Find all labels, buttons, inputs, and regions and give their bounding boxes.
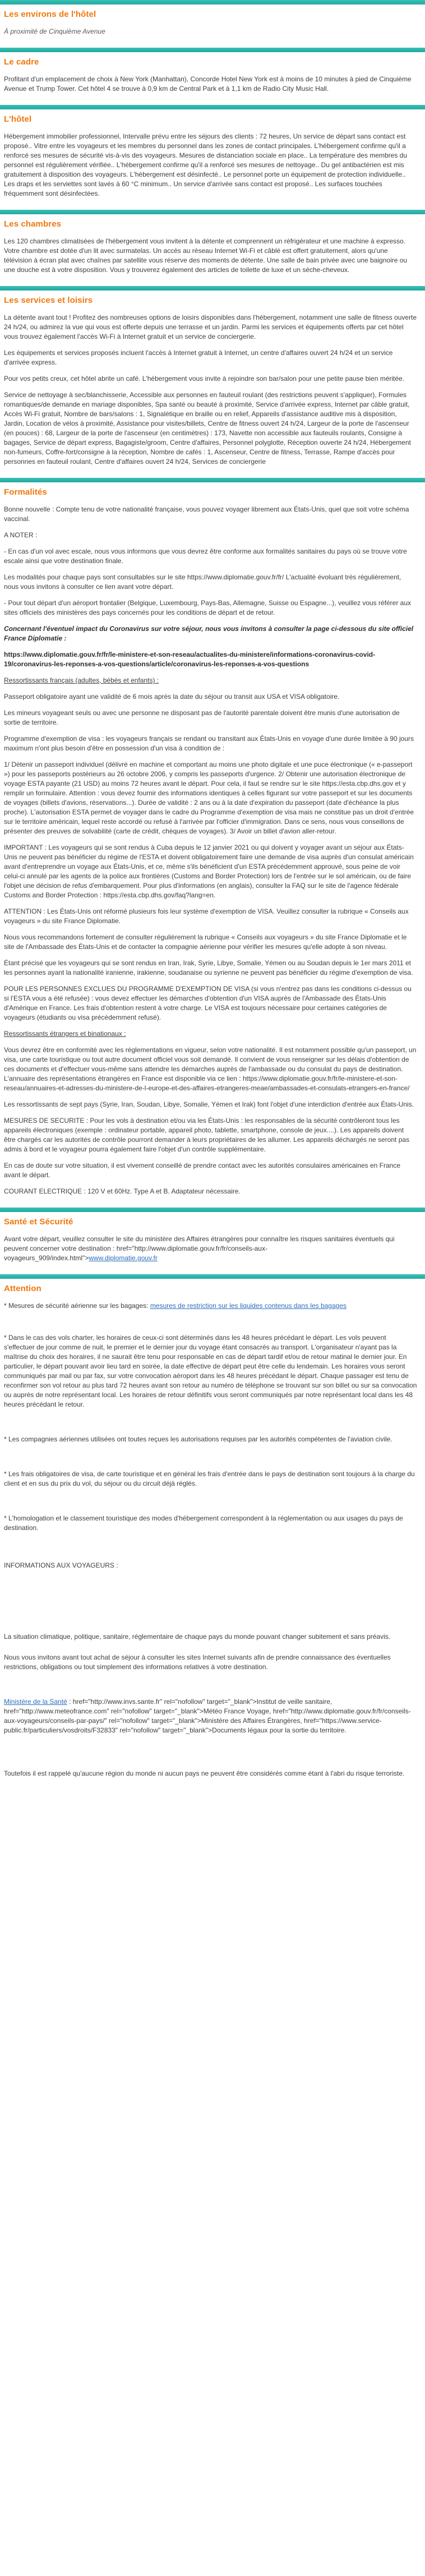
- text-run: Pour vos petits creux, cet hôtel abrite un café. L'hébergement vous invite à rejoindre son bar/salon pour une petite pause bien méritée.: [4, 375, 405, 383]
- text-run: Ressortissants étrangers et binationaux :: [4, 1030, 126, 1038]
- paragraph: [0, 390, 425, 467]
- section-title-environs: Les environs de l'hôtel: [4, 10, 96, 19]
- text-run: 1/ Détenir un passeport individuel (délivré en machine et comportant au moins une photo digitale et une puce électronique (« e-passeport ») pour les passeports postérieurs au 26 octobre 2006, y compris les passeports d'urgence. 2/ Obtenir une autorisation électronique de voyage ESTA payante (21 USD) au moins 72 heures avant le départ. Pour cela, il faut se rendre sur le site https://esta.cbp.dhs.gov et y remplir un formulaire. Attention : vous devez fournir des informations identiques à celles figurant sur votre passeport et sur les documents de voyages (billets d'avions, réservations...). Durée de validité : 2 ans ou à la date d'expiration du passeport (date d'échéance la plus proche). L'autorisation ESTA permet de voyager dans le cadre du Programme d'exemption de visa mais ne constitue pas un droit d'entrée sur le territoire américain, lequel reste accordé ou refusé à l'arrivée par l'officier d'immigration. Dans ce sens, nous vous conseillons de présenter des preuves de solvabilité (carte de crédit, chèques de voyages). 3/ Avoir un billet d'avion aller-retour.: [4, 761, 416, 835]
- ministere-sante-link[interactable]: Ministère de la Santé: [4, 1698, 67, 1706]
- text-run: Les mineurs voyageant seuls ou avec une personne ne disposant pas de l'autorité parentale doivent être munis d'une autorisation de sortie de territoire.: [4, 709, 402, 726]
- paragraph: [0, 958, 425, 978]
- text-run: Programme d'exemption de visa : les voyageurs français se rendant ou transitant aux États-Unis en voyage d'une durée limitée à 90 jours maximum n'ont plus besoin d'être en possession d'un visa à condition de :: [4, 735, 416, 752]
- paragraph: [0, 1333, 425, 1409]
- text-run: POUR LES PERSONNES EXCLUES DU PROGRAMME D'EXEMPTION DE VISA (si vous n'entrez pas dans les conditions ci-dessus ou si l'ESTA vous a été refusée) : vous devez effectuer les démarches d'obtention d'un VISA auprès de l'Ambassade des États-Unis d'Amérique en France. Les frais d'obtention restent à votre charge. Le VISA est toujours nécessaire pour certaines catégories de voyageurs (étudiants ou visa précédemment refusé).: [4, 985, 414, 1021]
- text-run: * Les compagnies aériennes utilisées ont toutes reçues les autorisations requises par les autorités compétentes de l'aviation civile.: [4, 1435, 392, 1443]
- paragraph: [0, 1469, 425, 1489]
- paragraph: [0, 531, 425, 540]
- text-run: * Les frais obligatoires de visa, de carte touristique et en général les frais d'entrée dans le pays de destination sont toujours à la charge du client et en sus du prix du vol, du séjour ou du circuit déjà réglés.: [4, 1470, 417, 1487]
- section-services: [0, 286, 425, 478]
- text-run: Étant précisé que les voyageurs qui se sont rendus en Iran, Irak, Syrie, Libye, Somalie, Yémen ou au Soudan depuis le 1er mars 2011 et les personnes ayant la nationalité iranienne, irakienne, soudanaise ou syrienne ne peuvent pas bénéficier du régime d'exemption de visa.: [4, 959, 413, 976]
- paragraph: [0, 760, 425, 836]
- paragraph: [0, 313, 425, 342]
- section-title-attention: Attention: [4, 1284, 41, 1293]
- section-divider-bar: [0, 1274, 425, 1279]
- section-sante: [0, 1208, 425, 1274]
- text-run: https://www.diplomatie.gouv.fr/fr/le-ministere-et-son-reseau/actualites-du-ministere/informations-coronavirus-covid-19/coronavirus-les-reponses-a-vos-questions/article/coronavirus-les-reponses-a-vos-questions: [4, 651, 376, 668]
- paragraph: [0, 1029, 425, 1039]
- section-title-services: Les services et loisirs: [4, 296, 93, 305]
- paragraph: [0, 624, 425, 643]
- paragraph: [0, 1697, 425, 1735]
- text-run: : href="http://www.invs.sante.fr" rel="nofollow" target="_blank">Institut de veille sanitaire, href="http://www.meteofrance.com" rel="nofollow" target="_blank">Météo France Voyage, href="http://www.diplomatie.gouv.fr/fr/conseils-aux-voyageurs/conseils-par-pays/" rel="nofollow" target="_blank">Ministère des Affaires Étrangères, href="https://www.service-public.fr/particuliers/vosdroits/F32833" rel="nofollow" target="_blank">Documents légaux pour la sortie du territoire.: [4, 1698, 411, 1734]
- section-chambres: [0, 210, 425, 286]
- paragraph: [0, 547, 425, 566]
- section-divider-bar: [0, 1208, 425, 1212]
- text-run: - Pour tout départ d'un aéroport frontalier (Belgique, Luxembourg, Pays-Bas, Allemagne, Suisse ou Espagne...), veuillez vous référer aux sites officiels des ministères des pays concernés pour les conditions de départ et de retour.: [4, 599, 413, 616]
- section-formalites: [0, 478, 425, 1208]
- paragraph: [0, 1561, 425, 1570]
- paragraph: [0, 75, 425, 94]
- text-run: Les équipements et services proposés incluent l'accès à Internet gratuit à Internet, un centre d'affaires ouvert 24 h/24 et un service d'arrivée express.: [4, 349, 395, 366]
- section-divider-bar: [0, 105, 425, 109]
- paragraph: [0, 505, 425, 524]
- paragraph: [0, 27, 425, 36]
- section-title-chambres: Les chambres: [4, 219, 62, 229]
- paragraph: [0, 1632, 425, 1642]
- text-run: COURANT ELECTRIQUE : 120 V et 60Hz. Type A et B. Adaptateur nécessaire.: [4, 1187, 241, 1195]
- text-run: - En cas d'un vol avec escale, nous vous informons que vous devrez être conforme aux formalités sanitaires du pays où se trouve votre escale ainsi que votre destination finale.: [4, 547, 409, 565]
- text-run: La situation climatique, politique, sanitaire, réglementaire de chaque pays du monde pouvant changer subitement et sans préavis.: [4, 1633, 391, 1640]
- paragraph: [0, 1045, 425, 1093]
- paragraph: [0, 907, 425, 926]
- section-title-formalites: Formalités: [4, 487, 47, 497]
- text-run: La détente avant tout ! Profitez des nombreuses options de loisirs disponibles dans l'hébergement, notamment une salle de fitness ouverte 24 h/24, ou admirez la vue qui vous est offerte depuis une terrasse et un jardin. Parmi les services et équipements offerts par cet hôtel vous trouvez également l'accès Wi-Fi à Internet gratuit et un service de conciergerie.: [4, 314, 419, 340]
- text-run: Bonne nouvelle : Compte tenu de votre nationalité française, vous pouvez voyager librement aux États-Unis, quel que soit votre schéma vaccinal.: [4, 505, 411, 523]
- paragraph: [0, 692, 425, 702]
- text-run: IMPORTANT : Les voyageurs qui se sont rendus à Cuba depuis le 12 janvier 2021 ou qui doivent y voyager avant un séjour aux États-Unis ne peuvent pas bénéficier du régime de l'ESTA et doivent obligatoirement faire une demande de visa auprès d'un consulat américain avant d'entreprendre un voyage aux États-Unis, et ce, même s'ils bénéficient d'un ESTA précédemment approuvé, sous peine de voir celui-ci annulé par les agents de la police aux frontières (Customs and Border Protection) lors de l'entrée sur le sol américain, ou de faire l'objet une décision de refus d'embarquement. Pour plus d'informations (en anglais), consulter la FAQ sur le site de l'agence fédérale Customs and Border Protection : https://esta.cbp.dhs.gov/faq?lang=en.: [4, 844, 416, 899]
- text-run: Profitant d'un emplacement de choix à New York (Manhattan), Concorde Hotel New York est à moins de 10 minutes à pied de Cinquième Avenue et Trump Tower. Cet hôtel 4 se trouve à 0,9 km de Central Park et à 1,1 km de Radio City Music Hall.: [4, 75, 413, 93]
- text-run: Hébergement immobilier professionnel, Intervalle prévu entre les séjours des clients : 72 heures, Un service de départ sans contact est proposé.. Vitre entre les voyageurs et les membres du personnel dans les zones de contact principales. L'hébergement confirme qu'il a renforcé ses mesures de sécurité vis-à-vis des voyageurs. Mesures de distanciation sociale en place.. La température des membres du personnel est régulièrement vérifiée.. L'hébergement confirme qu'il a renforcé ses mesures de nettoyage.. Du gel antibactérien est mis gratuitement à disposition des voyageurs. L'hébergement est désinfecté.. Le personnel porte un équipement de protection individuelle.. Les draps et les serviettes sont lavés à 60 °C minimum.. Un service d'arrivée sans contact est proposé.. Les surfaces touchées fréquemment sont désinfectées.: [4, 132, 409, 197]
- liquides-bagages-link[interactable]: mesures de restriction sur les liquides contenus dans les bagages: [150, 1302, 347, 1310]
- text-run: INFORMATIONS AUX VOYAGEURS :: [4, 1561, 118, 1569]
- section-title-sante: Santé et Sécurité: [4, 1217, 73, 1227]
- text-run: Passeport obligatoire ayant une validité de 6 mois après la date du séjour ou transit aux USA et VISA obligatoire.: [4, 693, 340, 701]
- text-run: À proximité de Cinquième Avenue: [4, 27, 105, 35]
- section-divider-bar: [0, 478, 425, 482]
- text-run: Les 120 chambres climatisées de l'hébergement vous invitent à la détente et comprennent un réfrigérateur et une machine à expresso. Votre chambre est dotée d'un lit avec surmatelas. Un accès au réseau Internet Wi-Fi et câblé est offert gratuitement, alors qu'une télévision à écran plat avec chaînes par satellite vous réserve des moments de détente. Une salle de bain privée avec une baignoire ou une douche est à votre disposition. Vous y trouverez également des articles de toilette de luxe et un sèche-cheveux.: [4, 237, 409, 274]
- paragraph: [0, 1161, 425, 1180]
- paragraph: [0, 598, 425, 617]
- paragraph: [0, 374, 425, 384]
- text-run: Concernant l'éventuel impact du Coronavirus sur votre séjour, nous vous invitons à consulter la page ci-dessous du site officiel France Diplomatie :: [4, 625, 415, 642]
- text-run: En cas de doute sur votre situation, il est vivement conseillé de prendre contact avec les autorités consulaires américaines en France avant le départ.: [4, 1162, 403, 1179]
- text-run: * Mesures de sécurité aérienne sur les bagages:: [4, 1302, 150, 1310]
- text-run: * Dans le cas des vols charter, les horaires de ceux-ci sont déterminés dans les 48 heures précédant le départ. Les vols peuvent s'effectuer de jour comme de nuit, le premier et le dernier jour du voyage étant consacrés au transport. L'organisateur n'ayant pas la maîtrise du choix des horaires, il ne saurait être tenu pour responsable en cas de départ tardif et/ou de retour matinal le dernier jour. En particulier, le départ pouvant avoir lieu tard en soirée, la date effective de départ peut être celle du lendemain. Les horaires vous seront communiqués par mail ou par fax, sur votre convocation aéroport dans les 48 heures précédant le départ. Chaque passager est tenu de reconfirmer son vol retour au plus tard 72 heures avant son retour au numéro de téléphone se trouvant sur son billet ou sur sa convocation ou auprès de notre représentant local. Les horaires de retour définitifs vous seront communiqués par notre représentant local dans les 48 heures précédant le retour.: [4, 1334, 419, 1408]
- paragraph: [0, 1435, 425, 1444]
- section-title-hotel: L'hôtel: [4, 114, 32, 124]
- text-run: * L'homologation et le classement touristique des modes d'hébergement correspondent à la réglementation ou aux usages du pays de destination.: [4, 1514, 405, 1532]
- text-run: ATTENTION : Les États-Unis ont réformé plusieurs fois leur système d'exemption de VISA. Veuillez consulter la rubrique « Conseils aux voyageurs » du site France Diplomatie.: [4, 907, 411, 925]
- text-run: Toutefois il est rappelé qu'aucune région du monde ni aucun pays ne peuvent être considérés comme étant à l'abri du risque terroriste.: [4, 1769, 405, 1777]
- paragraph: [0, 1116, 425, 1154]
- paragraph: [0, 1100, 425, 1109]
- paragraph: [0, 676, 425, 685]
- paragraph: [0, 843, 425, 900]
- section-divider-bar: [0, 210, 425, 214]
- section-attention: [0, 1274, 425, 1790]
- section-hotel: [0, 105, 425, 210]
- section-divider-bar: [0, 286, 425, 291]
- text-run: Les modalités pour chaque pays sont consultables sur le site https://www.diplomatie.gouv.fr/fr/ L'actualité évoluant très régulièrement, nous vous invitons à consulter ce lien avant votre départ.: [4, 573, 403, 591]
- text-run: Nous vous recommandons fortement de consulter régulièrement la rubrique « Conseils aux voyageurs » du site France Diplomatie et le site de l'Ambassade des États-Unis et de contacter la compagnie aérienne pour vérifier les mesures qu'elle adopte à son niveau.: [4, 933, 409, 951]
- text-run: Nous vous invitons avant tout achat de séjour à consulter les sites Internet suivants afin de prendre connaissance des éventuelles restrictions, obligations ou tout simplement des informations relatives à votre destination.: [4, 1653, 393, 1671]
- paragraph: [0, 237, 425, 275]
- paragraph: [0, 1301, 425, 1311]
- paragraph: [0, 1234, 425, 1263]
- paragraph: [0, 933, 425, 952]
- paragraph: [0, 1514, 425, 1533]
- paragraph: [0, 1187, 425, 1196]
- text-run: Les ressortissants de sept pays (Syrie, Iran, Soudan, Libye, Somalie, Yémen et Irak) font l'objet d'une interdiction d'entrée aux États-Unis.: [4, 1100, 414, 1108]
- paragraph: [0, 348, 425, 367]
- paragraph: [0, 708, 425, 727]
- paragraph: [0, 650, 425, 669]
- section-divider-bar: [0, 0, 425, 4]
- section-divider-bar: [0, 48, 425, 52]
- paragraph: [0, 132, 425, 199]
- text-run: MESURES DE SECURITE : Pour les vols à destination et/ou via les États-Unis : les responsables de la sécurité contrôleront tous les appareils électroniques (exemple : ordinateur portable, appareil photo, tablette, smartphone, console de jeux....). Les appareils doivent être chargés car les autorités de contrôle pourront demander à leurs propriétaires de les allumer. Les appareils déchargés ne seront pas admis à bord et le voyageur pourra également faire l'objet d'un contrôle supplémentaire.: [4, 1117, 412, 1153]
- section-environs: [0, 0, 425, 48]
- paragraph: [0, 1769, 425, 1778]
- paragraph: [0, 734, 425, 753]
- section-title-cadre: Le cadre: [4, 57, 39, 67]
- text-run: Vous devrez être en conformité avec les réglementations en vigueur, selon votre nationalité. Il est notamment possible qu'un passeport, un visa, une carte touristique ou tout autre document officiel vous soit demandé. Il convient de vous renseigner sur les délais d'obtention de ces documents et d'effectuer vous-même sans attendre les démarches auprès de l'ambassade ou du consulat du pays de destination. L'annuaire des représentations étrangères en France est disponible via ce lien : https://www.diplomatie.gouv.fr/fr/le-ministere-et-son-reseau/annuaires-et-adresses-du-ministere-de-l-europe-et-des-affaires-etrangeres-meae/ambassades-et-consulats-etrangers-en-france/: [4, 1046, 418, 1092]
- text-run: A NOTER :: [4, 531, 38, 539]
- diplomatie-link[interactable]: www.diplomatie.gouv.fr: [89, 1254, 158, 1262]
- paragraph: [0, 573, 425, 592]
- section-cadre: [0, 48, 425, 105]
- text-run: Avant votre départ, veuillez consulter le site du ministère des Affaires étrangères pour connaître les risques sanitaires éventuels qui peuvent concerner votre destination : href="http://www.diplomatie.gouv.fr/fr/conseils-aux-voyageurs_909/index.html">: [4, 1235, 396, 1262]
- text-run: Service de nettoyage à sec/blanchisserie, Accessible aux personnes en fauteuil roulant (des restrictions peuvent s'appliquer), Formules romantiques/de demande en mariage disponibles, Spa santé ou beauté à proximité, Service d'arrivée express, Internet par câble gratuit, Accès Wi-Fi gratuit, Nombre de bars/salons : 1, Signalétique en braille ou en relief, Appareils d'assistance auditive mis à disposition, Jardin, Location de vélos à proximité, Assistance pour visites/billets, Centre de fitness ouvert 24 h/24, Largeur de la porte de l'ascenseur (en pouces) : 68, Largeur de la porte de l'ascenseur (en centimètres) : 173, Navette non accessible aux fauteuils roulants, Consigne à bagages, Service de départ express, Bagagiste/groom, Centre d'affaires, Personnel polyglotte, Réception ouverte 24 h/24, Hébergement non-fumeurs, Coffre-fort/consigne à la réception, Nombre de cafés : 1, Ascenseur, Centre de fitness, Terrasse, Rampe d'accès pour personnes en fauteuil roulant, Centre d'affaires ouvert 24 h/24, Services de conciergerie: [4, 391, 413, 466]
- paragraph: [0, 984, 425, 1022]
- paragraph: [0, 1653, 425, 1672]
- text-run: Ressortissants français (adultes, bébés et enfants) :: [4, 676, 159, 684]
